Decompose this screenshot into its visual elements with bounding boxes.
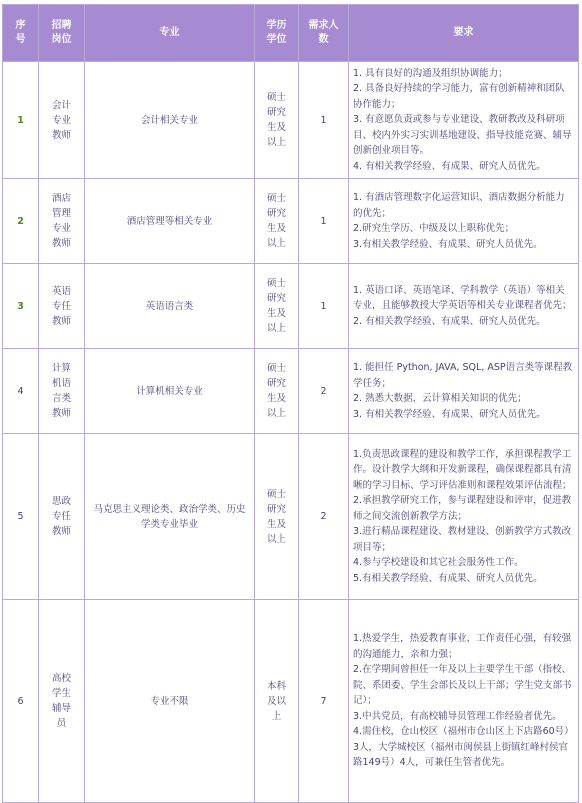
requirement-item: 1. 具有良好的沟通及组织协调能力； bbox=[353, 67, 508, 79]
requirement-item: 2. 具备良好持续的学习能力，富有创新精神和团队协作能力； bbox=[353, 83, 565, 110]
row-no: 2 bbox=[3, 179, 39, 264]
requirement-item: 3.进行精品课程建设、教材建设、创新教学方式教改项目等； bbox=[353, 526, 572, 553]
requirement-item: 4.参与学校建设和其它社会服务性工作。 bbox=[353, 557, 524, 569]
row-major: 马克思主义理论类、政治学类、历史学类专业毕业 bbox=[85, 434, 255, 600]
row-position: 思政 专任 教师 bbox=[39, 434, 85, 600]
row-no: 1 bbox=[3, 62, 39, 179]
requirement-item: 4.需住校，仓山校区（福州市仓山区上下店路60号）3人，大学城校区（福州市闽侯县上街镇红峰村侯官路149号）4人，可兼任生管者优先。 bbox=[353, 726, 574, 769]
requirement-item: 3. 有相关教学经验、有成果、研究人员优先。 bbox=[353, 408, 546, 420]
table-row bbox=[3, 264, 579, 349]
row-no: 5 bbox=[3, 434, 39, 600]
header-major: 专业 bbox=[85, 5, 255, 62]
table-body bbox=[3, 62, 579, 803]
requirement-item: 2. 有相关教学经验、有成果、研究人员优先。 bbox=[353, 315, 546, 327]
row-position: 酒店 管理 专业 教师 bbox=[39, 179, 85, 264]
row-major: 会计相关专业 bbox=[85, 62, 255, 179]
requirement-item: 1. 英语口译、英语笔译、学科教学（英语）等相关专业，且能够教授大学英语等相关专业课程者优先； bbox=[353, 284, 572, 312]
table-row bbox=[3, 600, 579, 803]
requirement-item: 4. 有相关教学经验、有成果、研究人员优先。 bbox=[353, 160, 546, 172]
row-count: 1 bbox=[299, 62, 349, 179]
requirement-item: 1. 有酒店管理数字化运营知识、酒店数据分析能力的优先； bbox=[353, 192, 565, 219]
row-count: 1 bbox=[299, 264, 349, 349]
row-education: 硕士 研究 生及 以上 bbox=[255, 349, 299, 434]
row-major: 专业不限 bbox=[85, 600, 255, 803]
row-position: 高校 学生 辅导 员 bbox=[39, 600, 85, 803]
row-no: 4 bbox=[3, 349, 39, 434]
header-requirements: 要求 bbox=[349, 5, 579, 62]
table-header bbox=[3, 5, 579, 62]
row-major: 酒店管理等相关专业 bbox=[85, 179, 255, 264]
requirement-item: 2.在学期间曾担任一年及以上主要学生干部（指校、院、系团委、学生会部长及以上干部；学生党支部书记）； bbox=[353, 664, 572, 707]
row-requirements bbox=[349, 62, 579, 179]
requirement-item: 5.有相关教学经验、有成果、研究人员优先。 bbox=[353, 572, 543, 584]
requirement-item: 3.有相关教学经验、有成果、研究人员优先。 bbox=[353, 238, 543, 250]
row-education: 本科 及以 上 bbox=[255, 600, 299, 803]
table-row bbox=[3, 179, 579, 264]
row-requirements bbox=[349, 600, 579, 803]
requirement-item: 2.承担教学研究工作，参与课程建设和评审，促进教师之间交流创新教学方法； bbox=[353, 495, 572, 522]
row-position: 会计 专业 教师 bbox=[39, 62, 85, 179]
row-requirements bbox=[349, 434, 579, 600]
header-no: 序 号 bbox=[3, 5, 39, 62]
requirement-item: 1.热爱学生，热爱教育事业，工作责任心强，有较强的沟通能力，亲和力强； bbox=[353, 633, 572, 660]
requirement-item: 2.研究生学历、中级及以上职称优先； bbox=[353, 223, 515, 234]
requirement-item: 1.负责思政课程的建设和教学工作，承担课程教学工作。设计教学大纲和开发新课程，确保课程都具有清晰的学习目标、学习评估准则和课程效果评估流程； bbox=[353, 448, 572, 491]
row-major: 计算机相关专业 bbox=[85, 349, 255, 434]
row-requirements bbox=[349, 179, 579, 264]
row-requirements bbox=[349, 264, 579, 349]
row-no: 6 bbox=[3, 600, 39, 803]
row-count: 2 bbox=[299, 434, 349, 600]
row-count: 2 bbox=[299, 349, 349, 434]
requirement-item: 3. 有意愿负责或参与专业建设、教研教改及科研项目、校内外实习实训基地建设、指导技能竞赛、辅导创新创业项目等。 bbox=[353, 114, 572, 157]
header-position: 招聘 岗位 bbox=[39, 5, 85, 62]
requirement-item: 1. 能担任 Python, JAVA, SQL, ASP语言类等课程教学任务； bbox=[353, 362, 573, 389]
row-no: 3 bbox=[3, 264, 39, 349]
table-row bbox=[3, 349, 579, 434]
row-position: 英语 专任 教师 bbox=[39, 264, 85, 349]
header-count: 需求人 数 bbox=[299, 5, 349, 62]
row-education: 硕士 研究 生及 以上 bbox=[255, 179, 299, 264]
row-requirements bbox=[349, 349, 579, 434]
row-major: 英语语言类 bbox=[85, 264, 255, 349]
header-row bbox=[3, 5, 579, 62]
requirement-item: 3.中共党员，有高校辅导员管理工作经验者优先。 bbox=[353, 710, 562, 722]
header-education: 学历 学位 bbox=[255, 5, 299, 62]
table-row bbox=[3, 434, 579, 600]
recruitment-table bbox=[2, 4, 579, 803]
row-education: 硕士 研究 生及 以上 bbox=[255, 264, 299, 349]
row-education: 硕士 研究 生及 以上 bbox=[255, 62, 299, 179]
row-count: 1 bbox=[299, 179, 349, 264]
table-row bbox=[3, 62, 579, 179]
row-position: 计算 机语 言类 教师 bbox=[39, 349, 85, 434]
row-count: 7 bbox=[299, 600, 349, 803]
requirement-item: 2. 熟悉大数据，云计算相关知识的优先； bbox=[353, 393, 527, 404]
row-education: 硕士 研究 生及 以上 bbox=[255, 434, 299, 600]
